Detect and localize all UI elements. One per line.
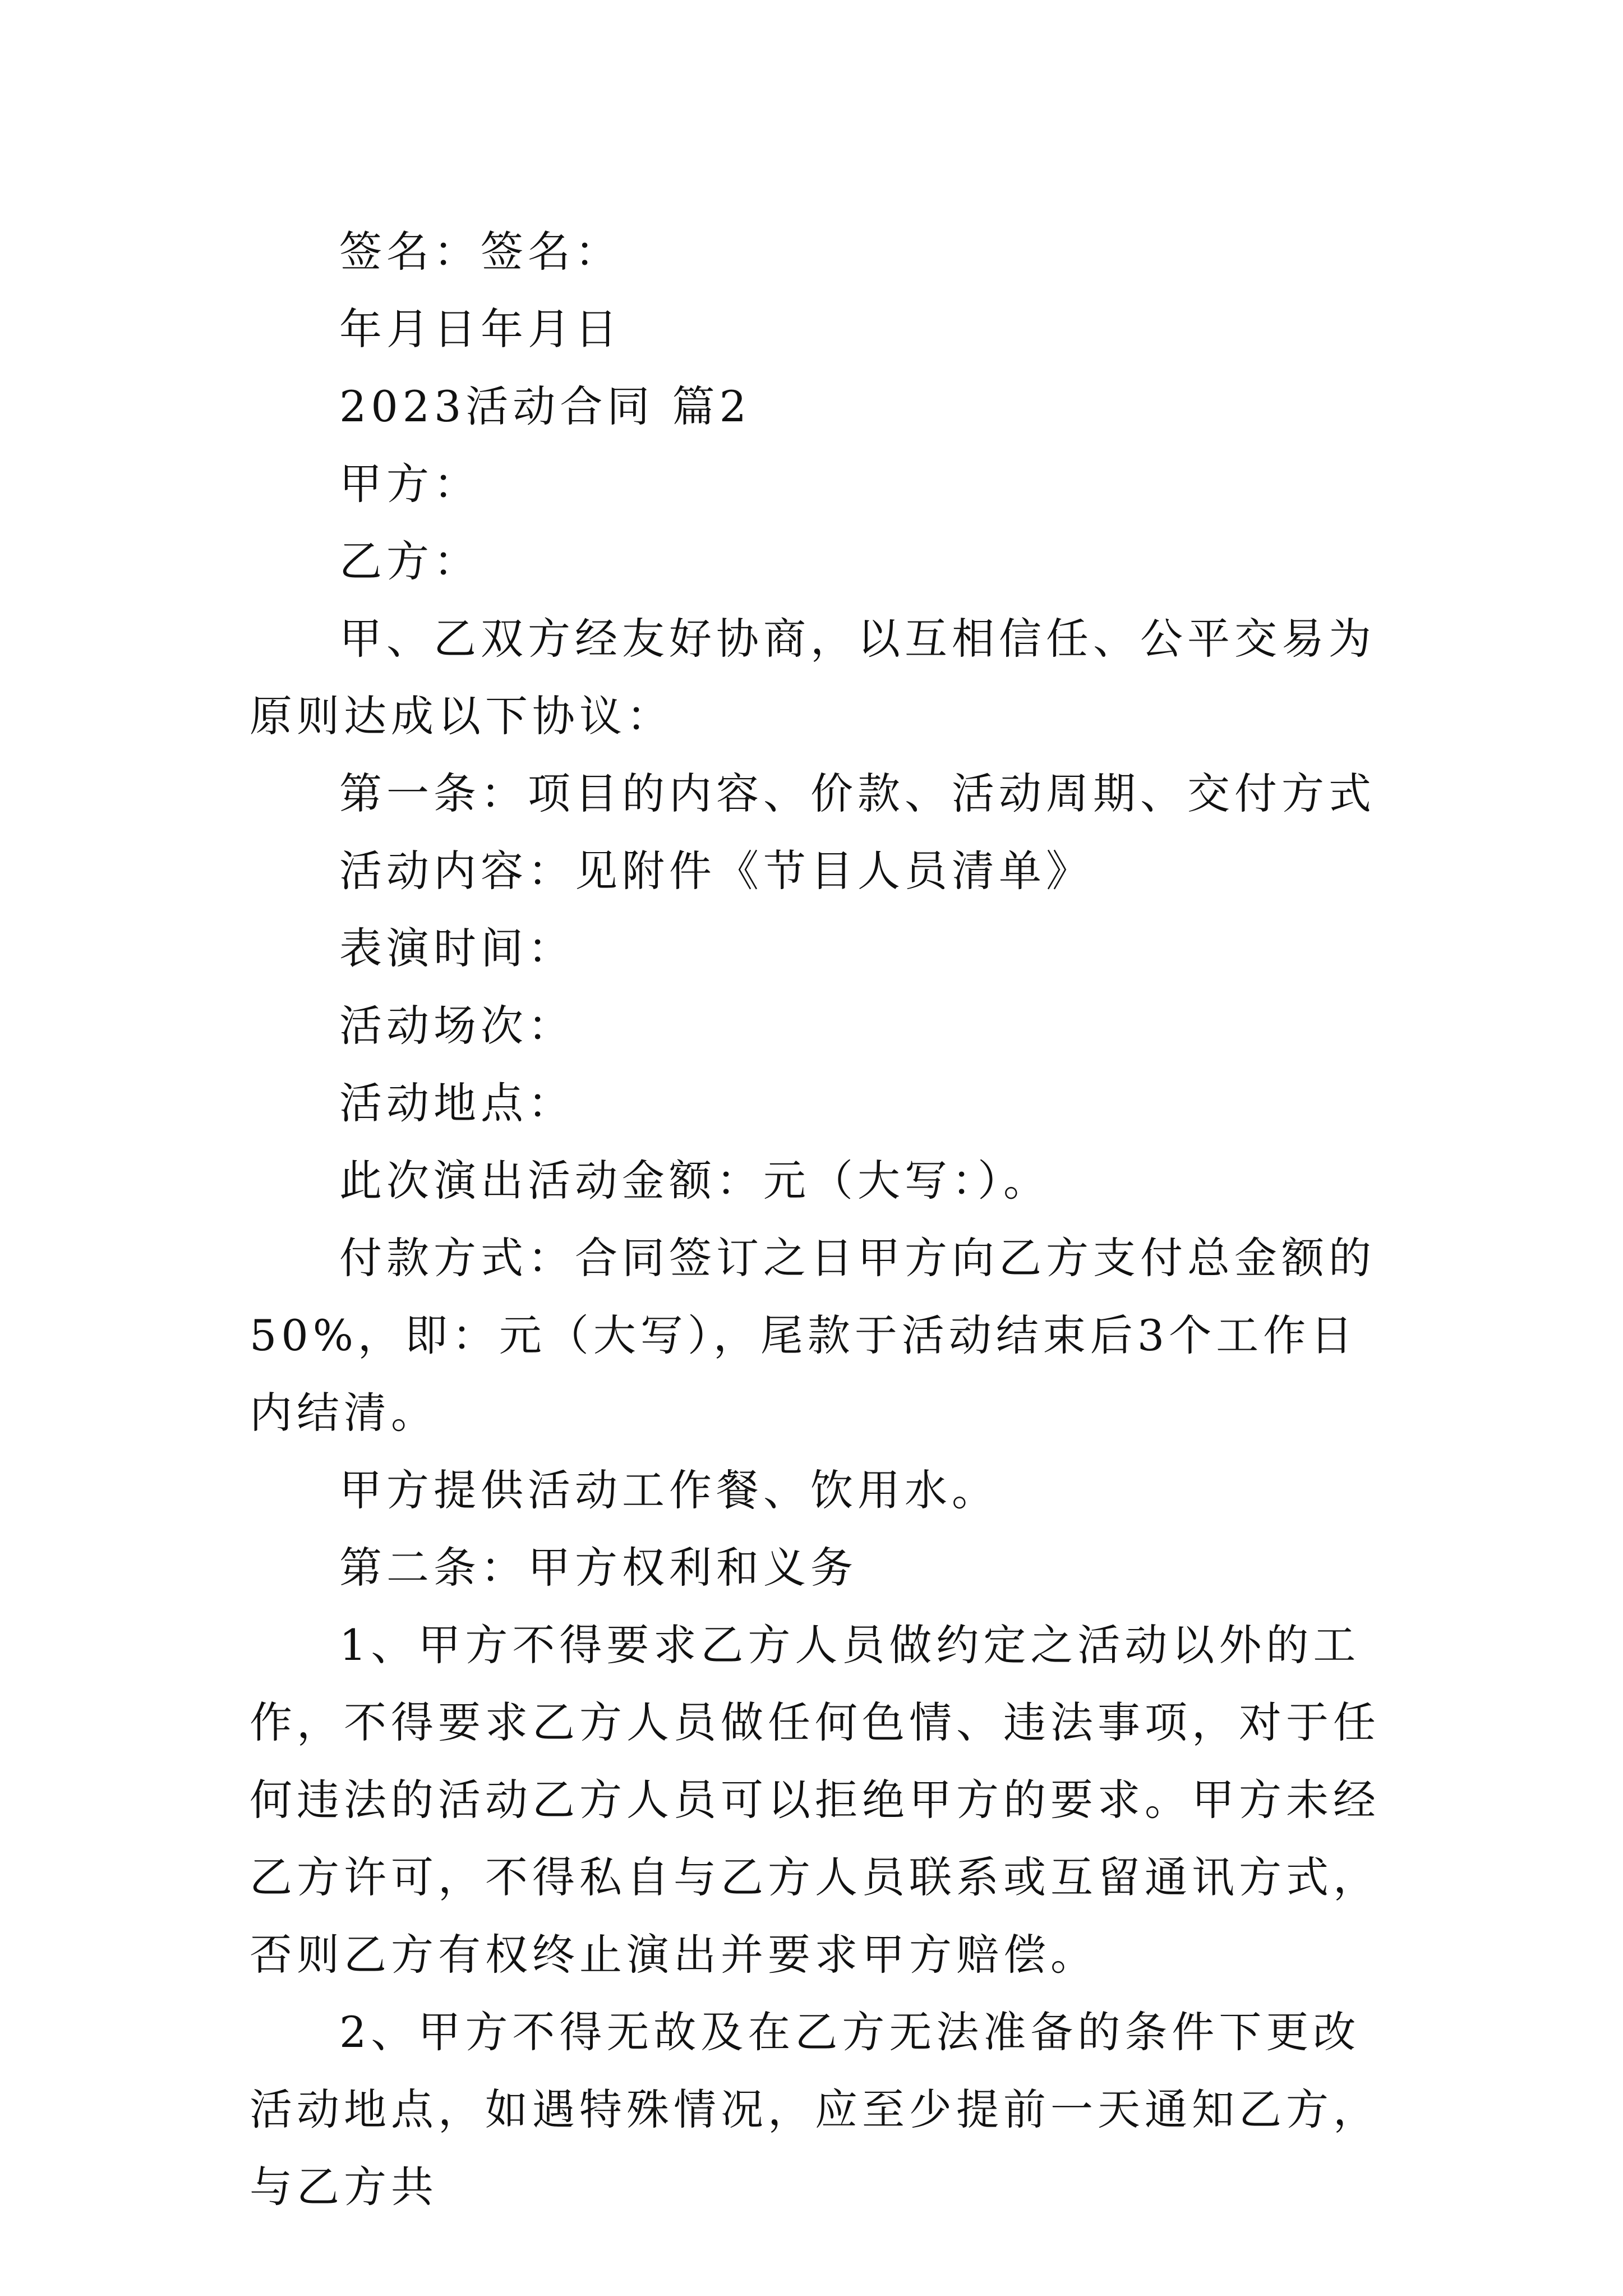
- activity-amount-line: 此次演出活动金额：元（大写：）。: [339, 1156, 1050, 1205]
- date-line: 年月日年月日: [339, 304, 622, 354]
- activity-location-line: 活动地点：: [339, 1078, 575, 1128]
- activity-content-line: 活动内容：见附件《节目人员清单》: [339, 846, 1093, 896]
- document-body: [250, 213, 1388, 2226]
- article2-clause-1: 1、甲方不得要求乙方人员做约定之活动以外的工作，不得要求乙方人员做任何色情、违法事项，对于任何违法的活动乙方人员可以拒绝甲方的要求。甲方未经乙方许可，不得私自与乙方人员联系或互留通讯方式，否则乙方有权终止演出并要求甲方赔偿。: [250, 1620, 1380, 1980]
- meals-line: 甲方提供活动工作餐、饮用水。: [339, 1465, 999, 1515]
- article2-heading: 第二条：甲方权利和义务: [339, 1543, 857, 1593]
- signature-line: 签名：签名：: [339, 227, 622, 277]
- article1-heading: 第一条：项目的内容、价款、活动周期、交付方式: [339, 769, 1376, 818]
- performance-time-line: 表演时间：: [339, 923, 575, 973]
- contract-title: 2023活动合同 篇2: [339, 381, 751, 431]
- article2-clause-2: 2、甲方不得无故及在乙方无法准备的条件下更改活动地点，如遇特殊情况，应至少提前一天通知乙方，与乙方共: [250, 2007, 1380, 2212]
- party-b-line: 乙方：: [339, 536, 481, 586]
- payment-paragraph: 付款方式：合同签订之日甲方向乙方支付总金额的50%，即：元（大写），尾款于活动结束后3个工作日内结清。: [250, 1233, 1376, 1438]
- party-a-line: 甲方：: [339, 459, 481, 509]
- intro-paragraph: 甲、乙双方经友好协商，以互相信任、公平交易为原则达成以下协议：: [250, 614, 1376, 741]
- activity-sessions-line: 活动场次：: [339, 1001, 575, 1051]
